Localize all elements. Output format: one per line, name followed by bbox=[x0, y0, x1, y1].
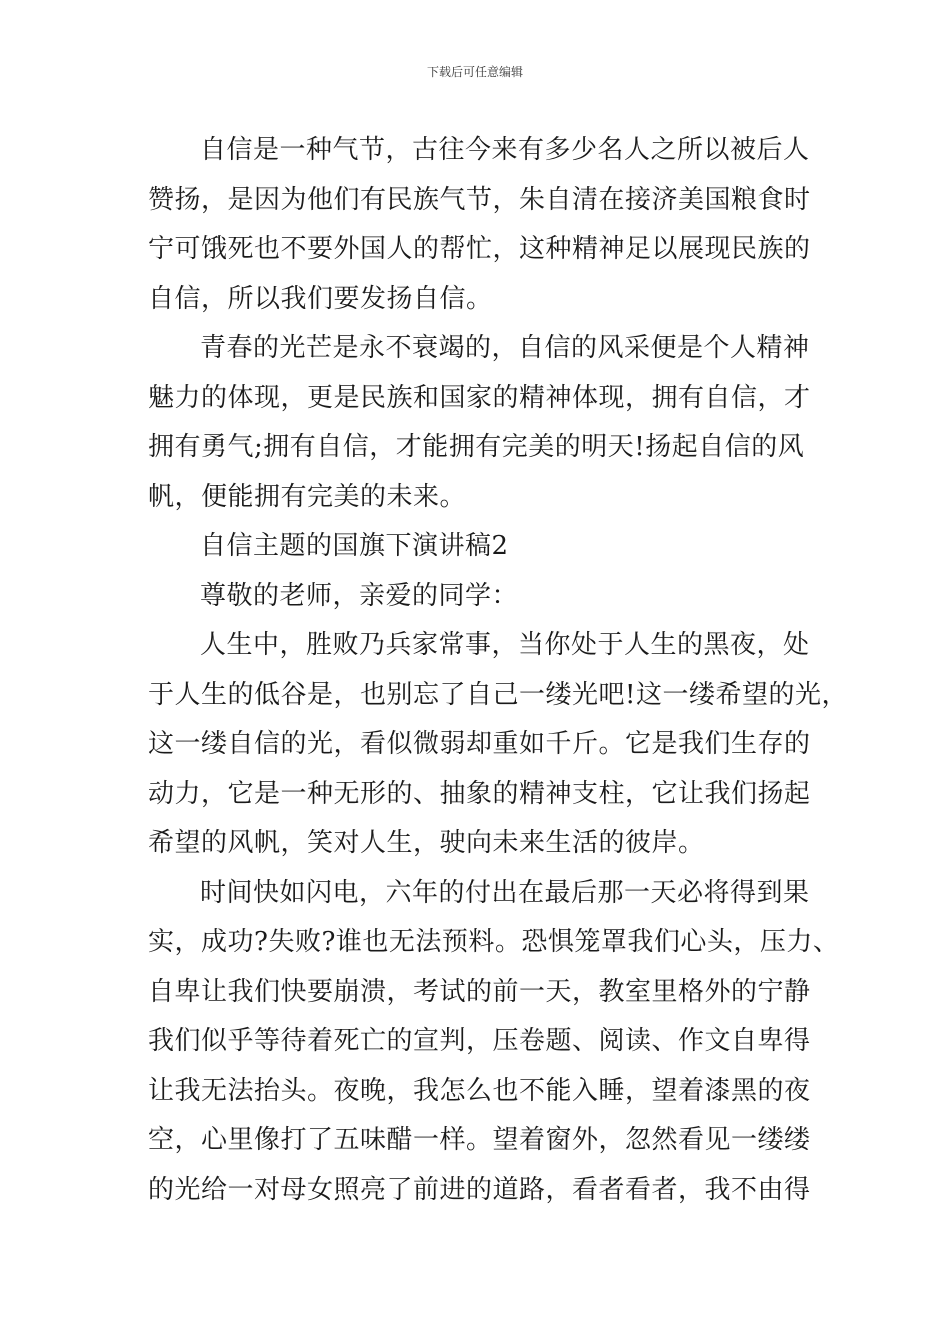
text-line: 于人生的低谷是，也别忘了自己一缕光吧!这一缕希望的光， bbox=[148, 679, 848, 710]
text-line: 帆，便能拥有完美的未来。 bbox=[148, 481, 467, 512]
text-line: 动力，它是一种无形的、抽象的精神支柱，它让我们扬起 bbox=[148, 778, 811, 809]
text-line: 魅力的体现，更是民族和国家的精神体现，拥有自信，才 bbox=[148, 382, 811, 413]
text-line: 人生中，胜败乃兵家常事，当你处于人生的黑夜，处 bbox=[200, 630, 810, 660]
text-line: 的光给一对母女照亮了前进的道路，看者看者，我不由得 bbox=[148, 1174, 811, 1205]
page-header: 下载后可任意编辑 bbox=[426, 65, 523, 79]
text-line: 青春的光芒是永不衰竭的，自信的风采便是个人精神 bbox=[200, 333, 810, 363]
text-line: 希望的风帆，笑对人生，驶向未来生活的彼岸。 bbox=[148, 828, 705, 858]
text-line: 自卑让我们快要崩溃，考试的前一天，教室里格外的宁静 bbox=[148, 976, 811, 1007]
text-line: 赞扬，是因为他们有民族气节，朱自清在接济美国粮食时 bbox=[148, 184, 811, 215]
text-line: 我们似乎等待着死亡的宣判，压卷题、阅读、作文自卑得 bbox=[148, 1026, 811, 1056]
text-line: 实，成功?失败?谁也无法预料。恐惧笼罩我们心头，压力、 bbox=[148, 927, 840, 957]
text-line: 宁可饿死也不要外国人的帮忙，这种精神足以展现民族的 bbox=[148, 234, 811, 264]
text-line: 这一缕自信的光，看似微弱却重如千斤。它是我们生存的 bbox=[148, 729, 811, 759]
text-line: 自信主题的国旗下演讲稿2 bbox=[200, 531, 509, 561]
text-line: 拥有勇气;拥有自信，才能拥有完美的明天!扬起自信的风 bbox=[148, 432, 805, 462]
text-line: 自信，所以我们要发扬自信。 bbox=[148, 283, 493, 314]
text-line: 空，心里像打了五味醋一样。望着窗外，忽然看见一缕缕 bbox=[148, 1125, 811, 1155]
document-body bbox=[148, 126, 848, 1215]
text-line: 尊敬的老师，亲爱的同学： bbox=[200, 580, 519, 611]
text-line: 时间快如闪电，六年的付出在最后那一天必将得到果 bbox=[200, 877, 810, 908]
text-line: 让我无法抬头。夜晚，我怎么也不能入睡，望着漆黑的夜 bbox=[148, 1075, 811, 1106]
text-line: 自信是一种气节，古往今来有多少名人之所以被后人 bbox=[200, 135, 810, 165]
